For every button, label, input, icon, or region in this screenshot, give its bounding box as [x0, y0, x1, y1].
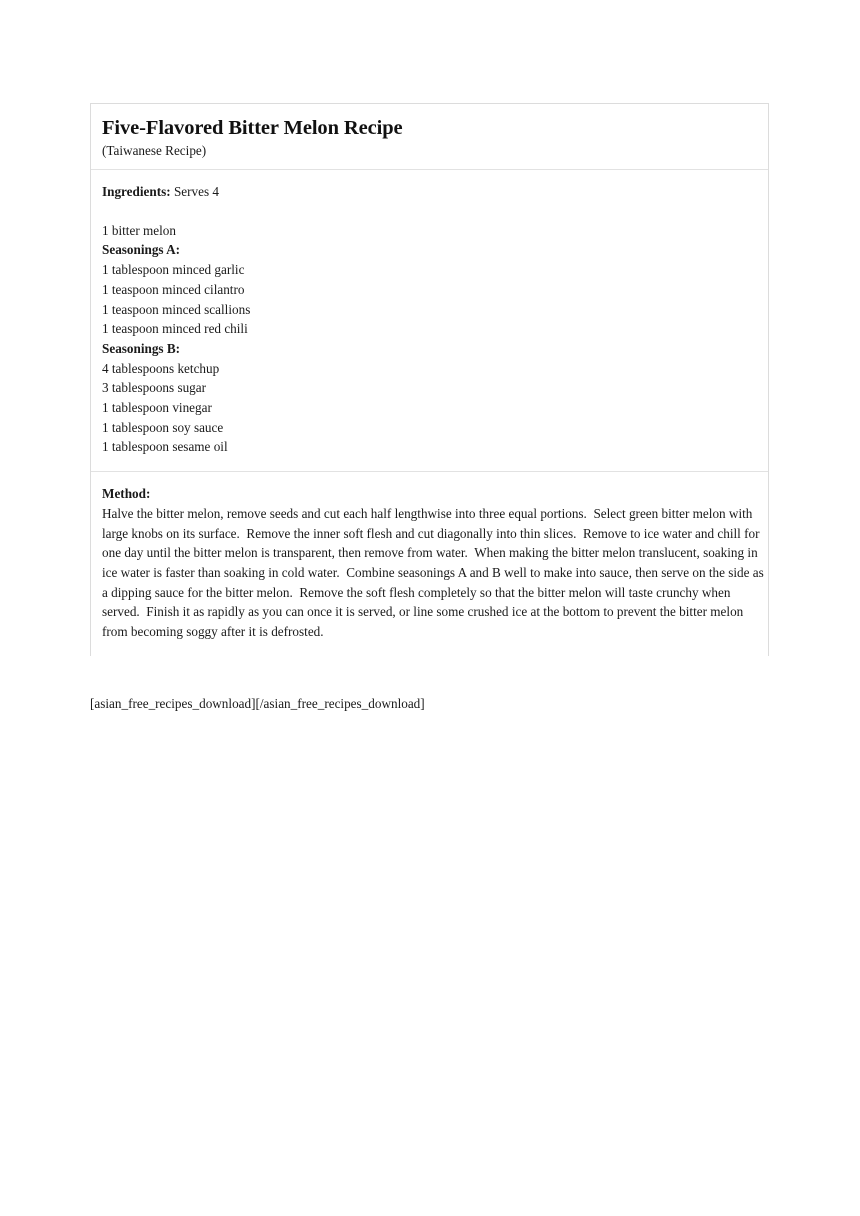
list-item: 4 tablespoons ketchup [102, 360, 220, 376]
list-item: 3 tablespoons sugar [102, 380, 207, 396]
list-item: 1 bitter melon [102, 222, 176, 238]
ingredients-heading [102, 182, 757, 202]
recipe-subtitle: (Taiwanese Recipe) [102, 143, 207, 159]
list-item: 1 tablespoon sesame oil [102, 439, 228, 455]
method-label: Method: [102, 486, 151, 502]
ingredients-row [91, 169, 768, 471]
ingredient-group-label: Seasonings B: [102, 340, 181, 356]
list-item: 1 teaspoon minced red chili [102, 321, 248, 337]
list-item: 1 teaspoon minced cilantro [102, 281, 245, 297]
list-item: 1 tablespoon soy sauce [102, 419, 224, 435]
ingredients-list [102, 221, 757, 457]
footer-shortcode: [asian_free_recipes_download][/asian_free_recipes_download] [90, 696, 425, 711]
list-item: 1 tablespoon minced garlic [102, 262, 245, 278]
list-item: 1 teaspoon minced scallions [102, 301, 251, 317]
list-item: 1 tablespoon vinegar [102, 400, 212, 416]
method-row [91, 471, 768, 656]
page-title: Five-Flavored Bitter Melon Recipe [102, 117, 403, 139]
recipe-header-row [91, 104, 768, 169]
ingredients-serves: Serves 4 [170, 184, 219, 199]
ingredient-group-label: Seasonings A: [102, 242, 181, 258]
method-body-text: Halve the bitter melon, remove seeds and cut each half lengthwise into three equal portions. Select green bitter melon with large knobs on its surface. Remove the inner soft flesh and cut diagonally into thin slices. Remove to ice water and chill for one day until the bitter melon is transparent, then remove from water. When making the bitter melon translucent, soaking in ice water is faster than soaking in cold water. Combine seasonings A and B well to make into sauce, then serve on the side as a dipping sauce for the bitter melon. Remove the soft flesh completely so that the bitter melon will taste crunchy when served. Finish it as rapidly as you can once it is served, or line some crushed ice at the bottom to prevent the bitter melon from becoming soggy after it is defrosted. [102, 505, 768, 640]
ingredients-label: Ingredients: [102, 184, 171, 199]
recipe-card [90, 103, 769, 656]
